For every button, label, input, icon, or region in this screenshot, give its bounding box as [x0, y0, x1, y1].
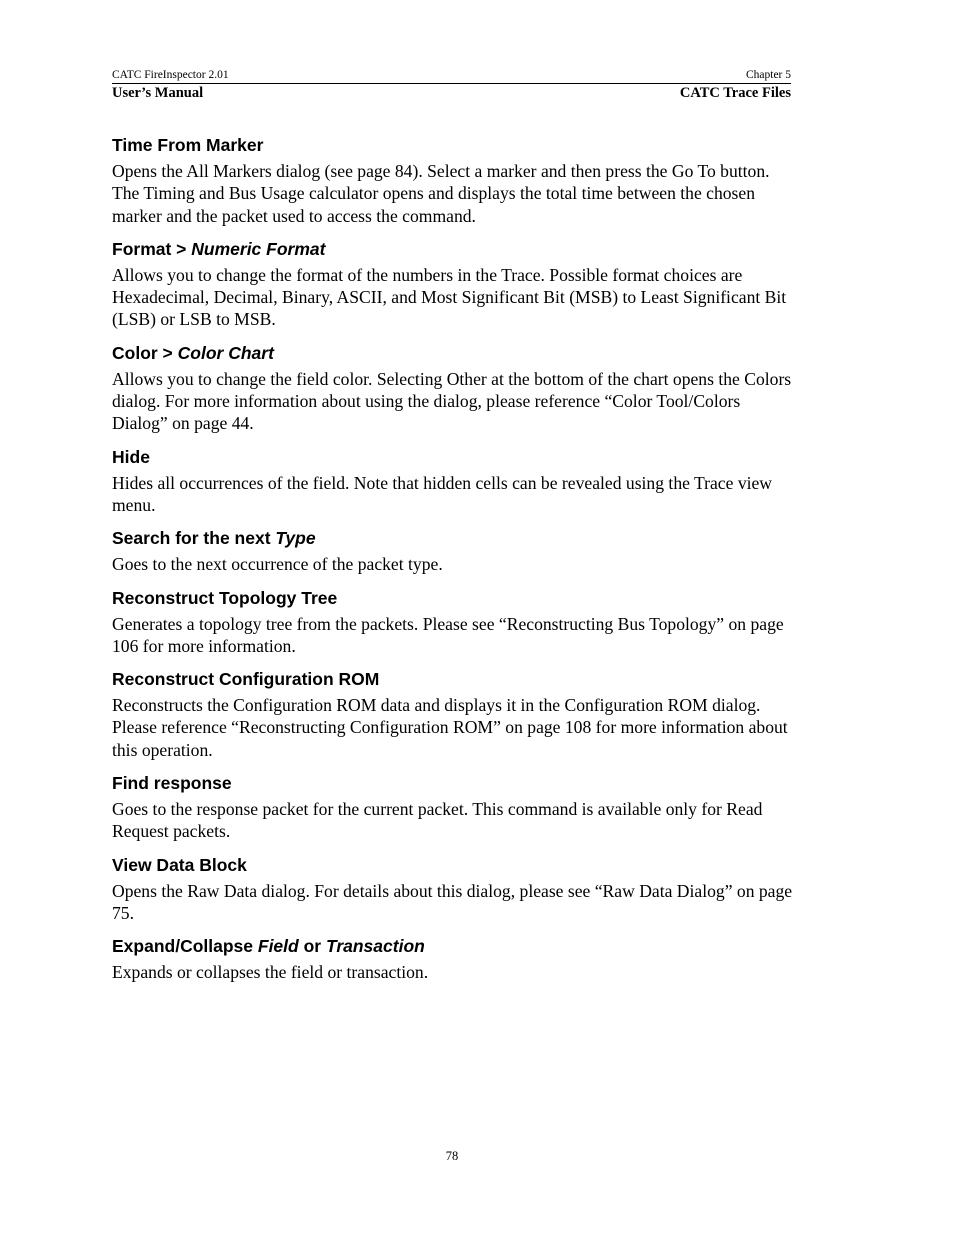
section-body: Reconstructs the Configuration ROM data and displays it in the Configuration ROM dialog. Please reference “Reconstructing Configuration ROM” on page 108 for more information about this operation.: [112, 695, 788, 760]
heading-text: or: [298, 936, 326, 957]
section-heading: [112, 772, 794, 794]
command-section: [112, 668, 794, 761]
heading-text: Hide: [112, 446, 150, 467]
heading-text: Reconstruct Configuration ROM: [112, 669, 380, 690]
command-section: [112, 935, 794, 983]
section-heading: [112, 446, 794, 468]
section-heading: [112, 587, 794, 609]
section-body: Allows you to change the format of the numbers in the Trace. Possible format choices are Hexadecimal, Decimal, Binary, ASCII, and Most Significant Bit (MSB) to Least Significant Bit (LSB) or LSB to MSB.: [112, 264, 787, 330]
header-top-row: [112, 68, 791, 82]
command-section: [112, 587, 794, 658]
section-body: Goes to the next occurrence of the packet type.: [112, 554, 443, 575]
page-content: [112, 134, 794, 995]
section-body: Opens the Raw Data dialog. For details about this dialog, please see “Raw Data Dialog” on page 75.: [112, 880, 793, 923]
heading-text: Field: [257, 936, 299, 957]
heading-text: Search for the next: [112, 528, 276, 549]
section-heading: [112, 527, 794, 549]
section-heading: [112, 935, 794, 957]
command-section: [112, 134, 794, 227]
header-bottom-row: [112, 84, 791, 102]
heading-text: Type: [275, 528, 316, 549]
section-body: Generates a topology tree from the packets. Please see “Reconstructing Bus Topology” on page 106 for more information.: [112, 613, 784, 656]
heading-text: Transaction: [325, 936, 425, 957]
section-body: Allows you to change the field color. Selecting Other at the bottom of the chart opens the Colors dialog. For more information about using the dialog, please reference “Color Tool/Colors Dialog” on page 44.: [112, 368, 792, 434]
heading-text: Find response: [112, 773, 232, 794]
command-section: [112, 238, 794, 331]
section-heading: [112, 668, 794, 690]
section-heading: [112, 342, 794, 364]
section-body: Goes to the response packet for the current packet. This command is available only for Read Request packets.: [112, 799, 763, 842]
heading-text: Reconstruct Topology Tree: [112, 587, 338, 608]
header-chapter: Chapter 5: [745, 69, 791, 81]
heading-text: Format >: [112, 238, 192, 259]
page-number: 78: [445, 1149, 459, 1163]
command-section: [112, 854, 794, 925]
heading-text: Color >: [112, 342, 178, 363]
heading-text: Color Chart: [177, 342, 274, 363]
section-heading: [112, 854, 794, 876]
command-section: [112, 446, 794, 517]
running-header: [112, 68, 791, 102]
heading-text: View Data Block: [112, 854, 247, 875]
section-heading: [112, 238, 794, 260]
header-section: CATC Trace Files: [679, 85, 791, 101]
header-product: CATC FireInspector 2.01: [112, 69, 229, 81]
heading-text: Numeric Format: [191, 238, 326, 259]
section-body: Hides all occurrences of the field. Note that hidden cells can be revealed using the Trace view menu.: [112, 472, 773, 515]
command-section: [112, 342, 794, 435]
heading-text: Time From Marker: [112, 135, 264, 155]
heading-text: Expand/Collapse: [112, 936, 258, 957]
header-manual: User’s Manual: [112, 85, 204, 101]
section-body: Opens the All Markers dialog (see page 84). Select a marker and then press the Go To button. The Timing and Bus Usage calculator opens and displays the total time between the chosen marker and the packet used to access the command.: [112, 161, 770, 226]
section-body: Expands or collapses the field or transaction.: [112, 962, 429, 983]
section-heading: [112, 134, 794, 156]
command-section: [112, 772, 794, 843]
command-section: [112, 527, 794, 575]
